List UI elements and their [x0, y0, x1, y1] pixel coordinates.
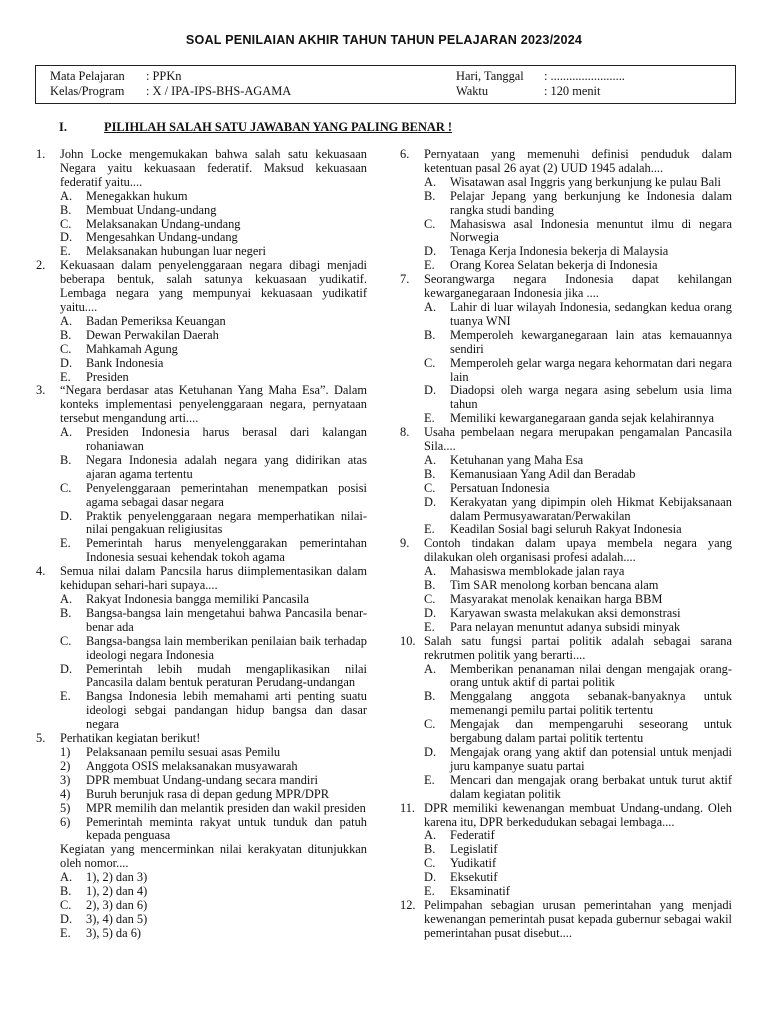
- statement-item-letter: 3): [60, 772, 71, 787]
- question-stem: [400, 802, 732, 830]
- answer-option: [400, 774, 732, 802]
- answer-option-text: 3), 4) dan 5): [86, 911, 148, 926]
- answer-option: [400, 829, 732, 843]
- answer-option: [36, 885, 367, 899]
- question-text: Pernyataan yang memenuhi definisi penduduk dalam ketentuan pasal 26 ayat (2) UUD 1945 adalah....: [424, 147, 732, 175]
- answer-option-text: Rakyat Indonesia bangga memiliki Pancasila: [86, 592, 309, 606]
- class-label: Kelas/Program: [50, 84, 125, 98]
- answer-option-letter: C.: [424, 717, 436, 732]
- question-text: “Negara berdasar atas Ketuhanan Yang Maha Esa”. Dalam konteks implementasi penyelenggaraan negara, pernyataan tersebut mengandung arti....: [60, 383, 367, 426]
- statement-item: [36, 774, 367, 788]
- answer-option-letter: A.: [424, 299, 437, 314]
- answer-option-letter: A.: [60, 592, 73, 606]
- answer-option: [36, 357, 367, 371]
- question-item: [36, 384, 367, 565]
- answer-option-text: Federatif: [450, 828, 495, 843]
- answer-option: [36, 482, 367, 510]
- date-value: : ........................: [544, 69, 625, 83]
- answer-option-letter: C.: [60, 897, 72, 912]
- statement-item-letter: 2): [60, 758, 71, 773]
- answer-option-text: Legislatif: [450, 842, 498, 857]
- answer-option: [36, 635, 367, 663]
- answer-option-letter: B.: [60, 202, 72, 217]
- question-stem: [400, 148, 732, 176]
- answer-option: [400, 412, 732, 426]
- question-stem: [36, 565, 367, 593]
- question-prompt: [36, 843, 367, 871]
- question-text: Salah satu fungsi partai politik adalah sebagai sarana rekrutmen politik yang berarti....: [424, 633, 732, 662]
- answer-option-text: Ketuhanan yang Maha Esa: [450, 452, 584, 467]
- statement-item-letter: 5): [60, 800, 71, 815]
- answer-option: [36, 371, 367, 385]
- answer-option-text: Bangsa Indonesia lebih memahami arti penting suatu ideologi sebgai pandangan hidup bangsa dan dasar negara: [86, 689, 367, 732]
- question-text: John Locke mengemukakan bahwa salah satu kekuasaan Negara yaitu kekuasaan federatif. Maksud kekuasaan federatif yaitu....: [60, 147, 367, 189]
- question-stem: [400, 635, 732, 663]
- answer-option-text: Bangsa-bangsa lain memberikan penilaian baik terhadap ideologi negara Indonesia: [86, 633, 367, 662]
- answer-option-text: Memperoleh gelar warga negara kehormatan dari negara lain: [450, 355, 732, 384]
- question-number: 3.: [36, 383, 46, 398]
- question-item: [400, 635, 732, 802]
- answer-option-text: 2), 3) dan 6): [86, 897, 148, 912]
- answer-option-letter: E.: [60, 369, 71, 384]
- answer-option: [400, 579, 732, 593]
- question-number: 10.: [400, 633, 416, 648]
- answer-option: [36, 204, 367, 218]
- answer-option: [400, 523, 732, 537]
- answer-option: [400, 621, 732, 635]
- answer-option: [400, 663, 732, 691]
- answer-option-letter: E.: [424, 522, 435, 537]
- answer-option-text: Pemerintah lebih mudah mengaplikasikan nilai Pancasila dalam bentuk peraturan Perudang-undangan: [86, 661, 367, 690]
- answer-option-text: Yudikatif: [450, 856, 497, 871]
- question-stem: [36, 384, 367, 426]
- question-item: [36, 148, 367, 259]
- answer-option-letter: B.: [60, 605, 72, 620]
- answer-option-text: Badan Pemeriksa Keuangan: [86, 313, 226, 328]
- answer-option-text: Karyawan swasta melakukan aksi demonstrasi: [450, 605, 681, 620]
- statement-item-text: MPR memilih dan melantik presiden dan wakil presiden: [86, 800, 366, 815]
- exam-title: SOAL PENILAIAN AKHIR TAHUN TAHUN PELAJARAN 2023/2024: [185, 33, 583, 47]
- answer-option-text: Para nelayan menuntut adanya subsidi minyak: [450, 619, 681, 634]
- question-text: Kekuasaan dalam penyelenggaraan negara dibagi menjadi beberapa bentuk, salah satunya kekuasaan yudikatif. Lembaga negara yang mempunyai kekuasaan yudikatif yaitu....: [60, 258, 367, 314]
- statement-item-letter: 4): [60, 786, 71, 801]
- answer-option-letter: B.: [424, 188, 436, 203]
- answer-option-letter: D.: [424, 383, 437, 398]
- answer-option: [400, 468, 732, 482]
- time-label: Waktu: [456, 84, 489, 98]
- answer-option-letter: D.: [424, 605, 437, 620]
- subject-label: Mata Pelajaran: [50, 69, 125, 83]
- answer-option-letter: A.: [60, 425, 73, 440]
- answer-option: [400, 746, 732, 774]
- answer-option-letter: C.: [424, 480, 436, 495]
- answer-option-letter: D.: [60, 661, 73, 676]
- answer-option-text: Kerakyatan yang dipimpin oleh Hikmat Kebijaksanaan dalam Permusyawaratan/Perwakilan: [450, 494, 732, 523]
- answer-option: [36, 913, 367, 927]
- question-text: Seorangwarga negara Indonesia dapat kehilangan kewarganegaraan Indonesia jika ....: [424, 272, 732, 301]
- answer-option-text: Mahkamah Agung: [86, 341, 178, 356]
- answer-option: [36, 190, 367, 204]
- answer-option-letter: D.: [424, 244, 437, 259]
- answer-option: [400, 857, 732, 871]
- answer-option-letter: A.: [424, 452, 437, 467]
- statement-item-text: Pemerintah meminta rakyat untuk tunduk dan patuh kepada penguasa: [86, 814, 367, 843]
- question-number: 6.: [400, 147, 410, 161]
- answer-option-letter: E.: [424, 619, 435, 634]
- answer-option-letter: C.: [60, 216, 72, 231]
- question-number: 8.: [400, 425, 410, 440]
- answer-option-text: Praktik penyelenggaraan negara memperhatikan nilai-nilai pengakuan religiusitas: [86, 508, 367, 537]
- question-number: 11.: [400, 800, 416, 815]
- statement-item-letter: 6): [60, 814, 71, 829]
- answer-option: [400, 176, 732, 190]
- answer-option-text: Wisatawan asal Inggris yang berkunjung ke pulau Bali: [450, 174, 721, 189]
- answer-option-letter: C.: [424, 856, 436, 871]
- statement-item: [36, 816, 367, 844]
- answer-option-letter: A.: [424, 564, 437, 579]
- statement-item-letter: 1): [60, 744, 71, 759]
- answer-option-letter: C.: [60, 341, 72, 356]
- question-stem: [400, 899, 732, 941]
- answer-option-letter: E.: [424, 772, 435, 787]
- statement-item-text: Anggota OSIS melaksanakan musyawarah: [86, 758, 298, 773]
- question-number: 12.: [400, 897, 416, 912]
- section-number: I.: [59, 120, 67, 134]
- answer-option-text: Membuat Undang-undang: [86, 202, 217, 217]
- answer-option: [400, 245, 732, 259]
- statement-item: [36, 788, 367, 802]
- answer-option-letter: A.: [60, 188, 73, 203]
- answer-option-letter: E.: [60, 925, 71, 940]
- answer-option-text: Diadopsi oleh warga negara asing sebelum usia lima tahun: [450, 383, 732, 412]
- answer-option-letter: B.: [424, 578, 436, 593]
- exam-info-box: [35, 65, 736, 104]
- question-number: 9.: [400, 536, 410, 551]
- answer-option-letter: B.: [424, 689, 436, 704]
- answer-option: [36, 690, 367, 732]
- answer-option: [400, 454, 732, 468]
- question-number: 2.: [36, 258, 46, 273]
- answer-option-text: 1), 2) dan 4): [86, 884, 148, 899]
- answer-option-text: Kemanusiaan Yang Adil dan Beradab: [450, 466, 636, 481]
- question-text: DPR memiliki kewenangan membuat Undang-undang. Oleh karena itu, DPR berkedudukan sebagai lembaga....: [424, 800, 732, 829]
- answer-option-text: Presiden: [86, 369, 129, 384]
- question-item: [400, 899, 732, 941]
- answer-option-text: Presiden Indonesia harus berasal dari kalangan rohaniawan: [86, 425, 367, 454]
- answer-option: [36, 537, 367, 565]
- answer-option: [36, 899, 367, 913]
- answer-option-text: Memperoleh kewarganegaraan lain atas kemauannya sendiri: [450, 327, 732, 356]
- answer-option: [36, 871, 367, 885]
- answer-option-text: Lahir di luar wilayah Indonesia, sedangkan kedua orang tuanya WNI: [450, 299, 732, 328]
- answer-option: [400, 301, 732, 329]
- question-stem: [36, 732, 367, 746]
- answer-option-text: Melaksanakan hubungan luar negeri: [86, 244, 266, 259]
- answer-option: [36, 315, 367, 329]
- answer-option-text: Pemerintah harus menyelenggarakan pemerintahan Indonesia sesuai kehendak tokoh agama: [86, 536, 367, 565]
- answer-option-text: Menggalang anggota sebanak-banyaknya untuk memenangi pemilu partai politik tertentu: [450, 689, 732, 718]
- answer-option-letter: E.: [60, 689, 71, 704]
- answer-option: [36, 607, 367, 635]
- answer-option: [400, 190, 732, 218]
- answer-option-letter: B.: [424, 842, 436, 857]
- answer-option-letter: E.: [424, 258, 435, 273]
- answer-option-letter: E.: [424, 884, 435, 899]
- answer-option-letter: E.: [424, 411, 435, 426]
- answer-option: [400, 885, 732, 899]
- answer-option-text: Penyelenggaraan pemerintahan menempatkan posisi agama sebagai dasar negara: [86, 480, 367, 509]
- answer-option: [36, 454, 367, 482]
- answer-option-text: Dewan Perwakilan Daerah: [86, 327, 219, 342]
- answer-option-text: Keadilan Sosial bagi seluruh Rakyat Indonesia: [450, 522, 682, 537]
- answer-option-text: 1), 2) dan 3): [86, 870, 148, 885]
- answer-option-letter: C.: [60, 633, 72, 648]
- answer-option: [36, 510, 367, 538]
- answer-option: [400, 482, 732, 496]
- answer-option-text: Memiliki kewarganegaraan ganda sejak kelahirannya: [450, 411, 714, 426]
- answer-option-letter: C.: [424, 216, 436, 231]
- answer-option: [400, 690, 732, 718]
- answer-option-text: Masyarakat menolak kenaikan harga BBM: [450, 592, 663, 606]
- question-number: 1.: [36, 147, 46, 161]
- question-text: Semua nilai dalam Pancsila harus diimplementasikan dalam kehidupan sehari-hari supaya....: [60, 564, 367, 593]
- statement-item-text: Buruh berunjuk rasa di depan gedung MPR/DPR: [86, 786, 329, 801]
- question-item: [400, 537, 732, 634]
- question-text: Perhatikan kegiatan berikut!: [60, 731, 201, 746]
- answer-option-text: Negara Indonesia adalah negara yang didirikan atas ajaran agama tertentu: [86, 452, 367, 481]
- answer-option: [400, 329, 732, 357]
- answer-option-text: Bank Indonesia: [86, 355, 164, 370]
- question-item: [400, 426, 732, 537]
- subject-value: : PPKn: [146, 69, 182, 83]
- answer-option-text: Mengajak orang yang aktif dan potensial untuk menjadi juru kampanye suatu partai: [450, 744, 732, 773]
- answer-option: [36, 245, 367, 259]
- answer-option: [400, 871, 732, 885]
- answer-option-text: Orang Korea Selatan bekerja di Indonesia: [450, 258, 658, 273]
- answer-option-text: Pelajar Jepang yang berkunjung ke Indonesia dalam rangka studi banding: [450, 188, 732, 217]
- question-prompt-text: Kegiatan yang mencerminkan nilai kerakyatan ditunjukkan oleh nomor....: [60, 842, 367, 871]
- question-number: 5.: [36, 731, 46, 746]
- answer-option: [36, 329, 367, 343]
- answer-option-text: Menegakkan hukum: [86, 188, 188, 203]
- question-number: 4.: [36, 564, 46, 579]
- answer-option: [36, 593, 367, 607]
- answer-option-letter: B.: [424, 327, 436, 342]
- answer-option-text: Mengesahkan Undang-undang: [86, 230, 238, 245]
- answer-option-letter: A.: [60, 870, 73, 885]
- answer-option: [36, 927, 367, 941]
- question-item: [36, 565, 367, 732]
- question-stem: [400, 273, 732, 301]
- answer-option-letter: E.: [60, 244, 71, 259]
- answer-option-text: Tenaga Kerja Indonesia bekerja di Malaysia: [450, 244, 669, 259]
- answer-option-text: Mahasiswa asal Indonesia menuntut ilmu di negara Norwegia: [450, 216, 732, 245]
- question-stem: [400, 426, 732, 454]
- answer-option: [400, 718, 732, 746]
- answer-option: [400, 357, 732, 385]
- question-text: Pelimpahan sebagian urusan pemerintahan yang menjadi kewenangan pemerintah pusat kepada gubernur sebagai wakil pemerintahan pusat disebut....: [424, 897, 732, 940]
- question-item: [400, 802, 732, 899]
- answer-option-text: Persatuan Indonesia: [450, 480, 550, 495]
- question-text: Contoh tindakan dalam upaya membela negara yang dilakukan oleh organisasi profesi adalah....: [424, 536, 732, 565]
- answer-option-text: Mengajak dan mempengaruhi seseorang untuk bergabung dalam partai politik tertentu: [450, 717, 732, 746]
- statement-item: [36, 746, 367, 760]
- answer-option-text: Tim SAR menolong korban bencana alam: [450, 578, 659, 593]
- statement-item-text: DPR membuat Undang-undang secara mandiri: [86, 772, 318, 787]
- answer-option-letter: C.: [424, 592, 436, 606]
- answer-option: [400, 218, 732, 246]
- answer-option-letter: B.: [60, 327, 72, 342]
- question-stem: [36, 148, 367, 190]
- answer-option-text: Melaksanakan Undang-undang: [86, 216, 241, 231]
- right-column: [400, 148, 732, 941]
- answer-option-letter: A.: [424, 174, 437, 189]
- question-number: 7.: [400, 272, 410, 287]
- question-item: [36, 259, 367, 384]
- question-stem: [400, 537, 732, 565]
- answer-option-letter: D.: [60, 355, 73, 370]
- answer-option: [36, 663, 367, 691]
- answer-option: [36, 231, 367, 245]
- statement-item-text: Pelaksanaan pemilu sesuai asas Pemilu: [86, 744, 281, 759]
- answer-option-letter: E.: [60, 536, 71, 551]
- answer-option: [400, 843, 732, 857]
- section-title: PILIHLAH SALAH SATU JAWABAN YANG PALING BENAR !: [104, 120, 453, 134]
- answer-option: [36, 218, 367, 232]
- answer-option-text: Mencari dan mengajak orang berbakat untuk turut aktif dalam kegiatan politik: [450, 772, 732, 801]
- answer-option-letter: D.: [424, 494, 437, 509]
- answer-option-letter: C.: [424, 355, 436, 370]
- answer-option-letter: A.: [424, 828, 437, 843]
- answer-option: [400, 607, 732, 621]
- answer-option: [36, 343, 367, 357]
- answer-option-letter: A.: [424, 661, 437, 676]
- question-text: Usaha pembelaan negara merupakan pengamalan Pancasila Sila....: [424, 425, 732, 454]
- answer-option-letter: B.: [424, 466, 436, 481]
- left-column: [36, 148, 367, 941]
- answer-option: [400, 259, 732, 273]
- answer-option-letter: B.: [60, 884, 72, 899]
- answer-option: [400, 496, 732, 524]
- question-item: [400, 148, 732, 273]
- answer-option-letter: D.: [60, 508, 73, 523]
- answer-option-text: Eksekutif: [450, 870, 498, 885]
- answer-option: [36, 426, 367, 454]
- answer-option-letter: D.: [60, 911, 73, 926]
- answer-option-letter: D.: [424, 870, 437, 885]
- question-item: [36, 732, 367, 941]
- question-item: [400, 273, 732, 426]
- answer-option-letter: D.: [424, 744, 437, 759]
- answer-option-text: Mahasiswa memblokade jalan raya: [450, 564, 625, 579]
- statement-item: [36, 760, 367, 774]
- answer-option: [400, 384, 732, 412]
- date-label: Hari, Tanggal: [456, 69, 524, 83]
- answer-option-letter: D.: [60, 230, 73, 245]
- answer-option-letter: A.: [60, 313, 73, 328]
- answer-option-letter: C.: [60, 480, 72, 495]
- question-stem: [36, 259, 367, 315]
- answer-option-text: Bangsa-bangsa lain mengetahui bahwa Pancasila benar-benar ada: [86, 605, 367, 634]
- answer-option-text: Memberikan penanaman nilai dengan mengajak orang-orang untuk aktif di partai politik: [450, 661, 732, 690]
- class-value: : X / IPA-IPS-BHS-AGAMA: [146, 84, 292, 98]
- answer-option-letter: B.: [60, 452, 72, 467]
- answer-option-text: 3), 5) da 6): [86, 925, 142, 940]
- answer-option-text: Eksaminatif: [450, 884, 510, 899]
- time-value: : 120 menit: [544, 84, 601, 98]
- answer-option: [400, 565, 732, 579]
- answer-option: [400, 593, 732, 607]
- statement-item: [36, 802, 367, 816]
